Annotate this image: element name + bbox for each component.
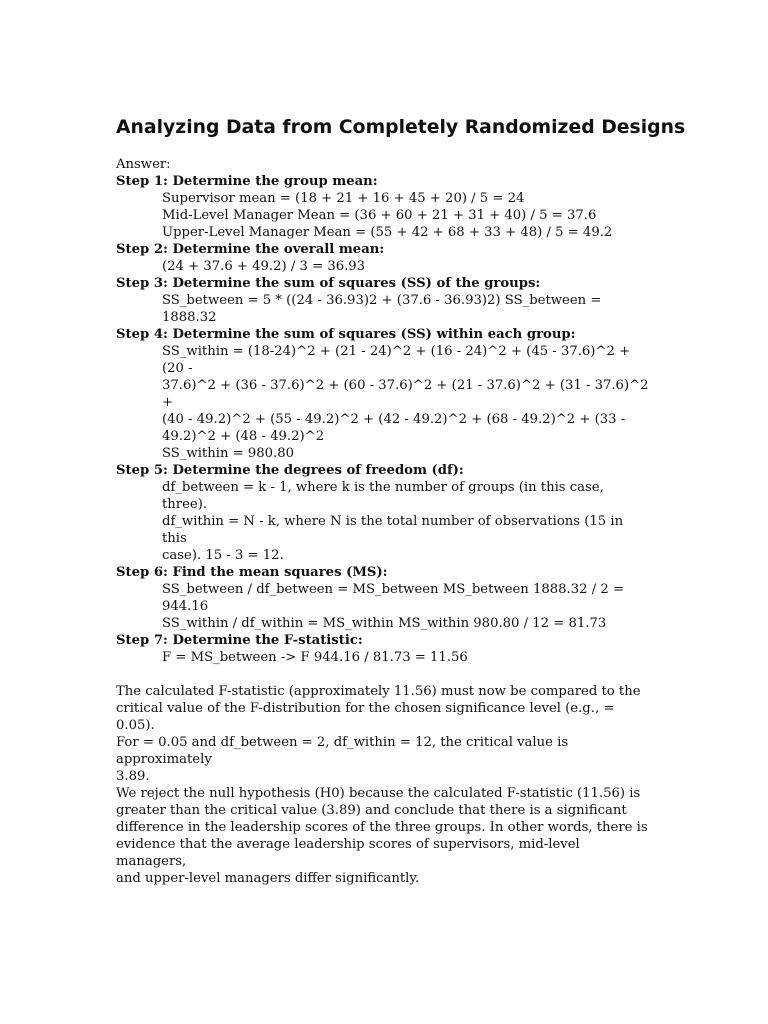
step-6-heading: Step 6: Find the mean squares (MS): [116, 565, 388, 580]
step-4-line-4: 49.2)^2 + (48 - 49.2)^2 [162, 429, 325, 444]
step-4-line-3: (40 - 49.2)^2 + (55 - 49.2)^2 + (42 - 49.2)^2 + (68 - 49.2)^2 + (33 - [162, 412, 626, 427]
step-7-line-1: F = MS_between -> F 944.16 / 81.73 = 11.56 [162, 650, 468, 665]
step-3-heading: Step 3: Determine the sum of squares (SS) of the groups: [116, 276, 541, 291]
step-5-line-3: case). 15 - 3 = 12. [162, 548, 284, 563]
step-2-line-1: (24 + 37.6 + 49.2) / 3 = 36.93 [162, 259, 366, 274]
conclusion-line-5: We reject the null hypothesis (H0) because the calculated F-statistic (11.56) is [116, 786, 641, 801]
paragraph-spacer [116, 666, 652, 683]
step-5-line-2: df_within = N - k, where N is the total number of observations (15 in this [162, 514, 624, 546]
step-4-line-5: SS_within = 980.80 [162, 446, 295, 461]
step-6-line-3: SS_within / df_within = MS_within MS_within 980.80 / 12 = 81.73 [162, 616, 607, 631]
conclusion-line-6: greater than the critical value (3.89) and conclude that there is a significant [116, 803, 627, 818]
step-6-line-2: 944.16 [162, 599, 209, 614]
steps-section [116, 173, 652, 666]
conclusion-line-1: The calculated F-statistic (approximately 11.56) must now be compared to the [116, 684, 641, 699]
step-1-line-1: Supervisor mean = (18 + 21 + 16 + 45 + 20) / 5 = 24 [162, 191, 525, 206]
conclusion-line-9: and upper-level managers differ significantly. [116, 871, 420, 886]
step-1-line-3: Upper-Level Manager Mean = (55 + 42 + 68 + 33 + 48) / 5 = 49.2 [162, 225, 613, 240]
step-5-line-1: df_between = k - 1, where k is the number of groups (in this case, three). [162, 480, 604, 512]
conclusion-line-7: difference in the leadership scores of the three groups. In other words, there is [116, 820, 648, 835]
conclusion-line-4: 3.89. [116, 769, 150, 784]
step-7-heading: Step 7: Determine the F-statistic: [116, 633, 363, 648]
step-2-heading: Step 2: Determine the overall mean: [116, 242, 385, 257]
step-5-heading: Step 5: Determine the degrees of freedom (df): [116, 463, 464, 478]
step-1-heading: Step 1: Determine the group mean: [116, 174, 378, 189]
step-3-line-1: SS_between = 5 * ((24 - 36.93)2 + (37.6 - 36.93)2) SS_between = 1888.32 [162, 293, 602, 325]
conclusion-line-3: For = 0.05 and df_between = 2, df_within = 12, the critical value is approximately [116, 735, 569, 767]
document-page [116, 116, 686, 887]
document-title: Analyzing Data from Completely Randomized Designs [116, 117, 686, 138]
conclusion-section [116, 683, 652, 887]
step-6-line-1: SS_between / df_between = MS_between MS_between 1888.32 / 2 = [162, 582, 624, 597]
step-4-line-2: 37.6)^2 + (36 - 37.6)^2 + (60 - 37.6)^2 + (21 - 37.6)^2 + (31 - 37.6)^2 + [162, 378, 649, 410]
step-1-line-2: Mid-Level Manager Mean = (36 + 60 + 21 + 31 + 40) / 5 = 37.6 [162, 208, 597, 223]
step-4-line-1: SS_within = (18-24)^2 + (21 - 24)^2 + (16 - 24)^2 + (45 - 37.6)^2 + (20 - [162, 344, 631, 376]
conclusion-line-2: critical value of the F-distribution for the chosen significance level (e.g., = 0.05). [116, 701, 615, 733]
conclusion-line-8: evidence that the average leadership scores of supervisors, mid-level managers, [116, 837, 580, 869]
answer-label: Answer: [116, 157, 171, 172]
step-4-heading: Step 4: Determine the sum of squares (SS) within each group: [116, 327, 576, 342]
